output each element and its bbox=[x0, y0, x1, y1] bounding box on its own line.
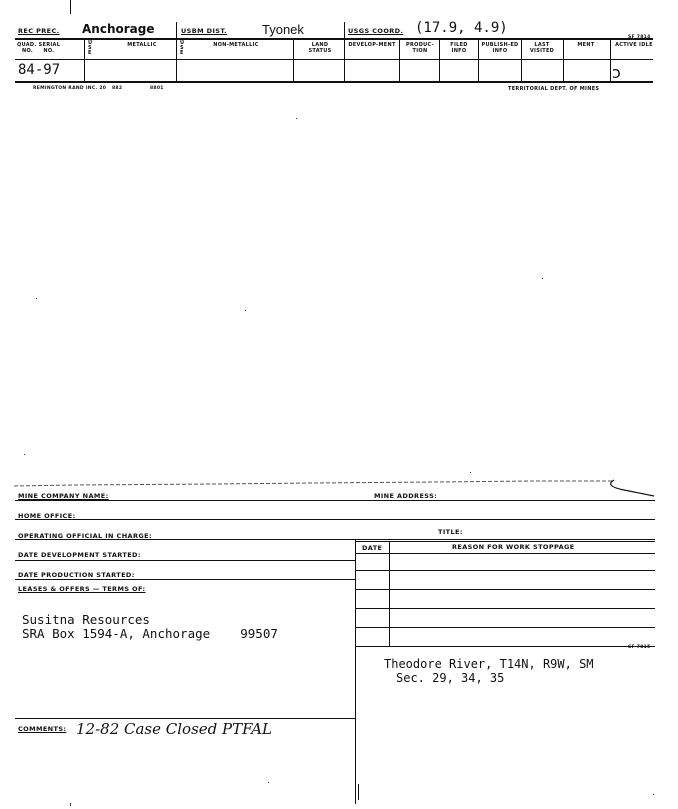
date-production-label: DATE PRODUCTION STARTED: bbox=[18, 571, 135, 579]
department-label: TERRITORIAL DEPT. OF MINES bbox=[508, 86, 600, 92]
printer-line: REMINGTON RAND INC. 20 bbox=[33, 86, 107, 91]
rec-prec-value: Anchorage bbox=[82, 22, 155, 36]
col-published-info: PUBLISH-ED INFO bbox=[481, 42, 519, 54]
torn-edge bbox=[14, 476, 660, 498]
reason-header: REASON FOR WORK STOPPAGE bbox=[452, 543, 575, 551]
usbm-dist-value: Tyonek bbox=[262, 22, 304, 37]
col-non-metallic: NON-METALLIC bbox=[213, 42, 259, 48]
home-office-label: HOME OFFICE: bbox=[18, 512, 76, 520]
rec-prec-label: REC PREC. bbox=[18, 27, 60, 35]
col-filed-info: FILED INFO bbox=[450, 42, 468, 54]
active-idle-mark: ↄ bbox=[612, 63, 621, 82]
title-label: TITLE: bbox=[438, 528, 463, 536]
company-address-value: SRA Box 1594-A, Anchorage 99507 bbox=[22, 626, 278, 641]
usgs-coord-value: (17.9, 4.9) bbox=[415, 20, 508, 36]
date-development-label: DATE DEVELOPMENT STARTED: bbox=[18, 551, 141, 559]
col-ment: MENT bbox=[577, 42, 595, 48]
col-development: DEVELOP-MENT bbox=[348, 42, 396, 48]
usgs-coord-label: USGS COORD. bbox=[348, 27, 404, 35]
col-metallic: METALLIC bbox=[127, 42, 157, 48]
mine-company-label: MINE COMPANY NAME: bbox=[18, 492, 109, 500]
col-last-visited: LAST VISITED bbox=[529, 42, 555, 54]
col-quad-serial: QUAD. SERIAL NO. NO. bbox=[17, 42, 61, 54]
col-active-idle: ACTIVE IDLE bbox=[615, 42, 653, 48]
operating-official-label: OPERATING OFFICIAL IN CHARGE: bbox=[18, 532, 152, 540]
form-number-bottom: SF 7815 bbox=[628, 645, 651, 650]
leases-offers-label: LEASES & OFFERS — TERMS OF: bbox=[18, 585, 146, 593]
col-use-nonmetallic: U S E bbox=[180, 40, 185, 56]
comments-label: COMMENTS: bbox=[18, 725, 67, 733]
printer-code-1: 882 bbox=[112, 86, 123, 91]
form-number-top: SF 7814 bbox=[628, 35, 651, 40]
location-line-2: Sec. 29, 34, 35 bbox=[396, 671, 505, 685]
printer-code-2: 8801 bbox=[150, 86, 164, 91]
mine-address-label: MINE ADDRESS: bbox=[374, 492, 438, 500]
col-use-metallic: U S E bbox=[88, 40, 93, 56]
comments-handwritten: 12-82 Case Closed PTFAL bbox=[76, 720, 273, 738]
quad-serial-value: 84-97 bbox=[18, 62, 61, 78]
usbm-dist-label: USBM DIST. bbox=[181, 27, 228, 35]
col-land-status: LAND STATUS bbox=[308, 42, 332, 54]
company-name-value: Susitna Resources bbox=[22, 612, 150, 627]
date-header: DATE bbox=[362, 544, 383, 552]
col-production: PRODUC-TION bbox=[406, 42, 434, 54]
margin-mark bbox=[70, 0, 71, 14]
location-line-1: Theodore River, T14N, R9W, SM bbox=[384, 657, 594, 671]
